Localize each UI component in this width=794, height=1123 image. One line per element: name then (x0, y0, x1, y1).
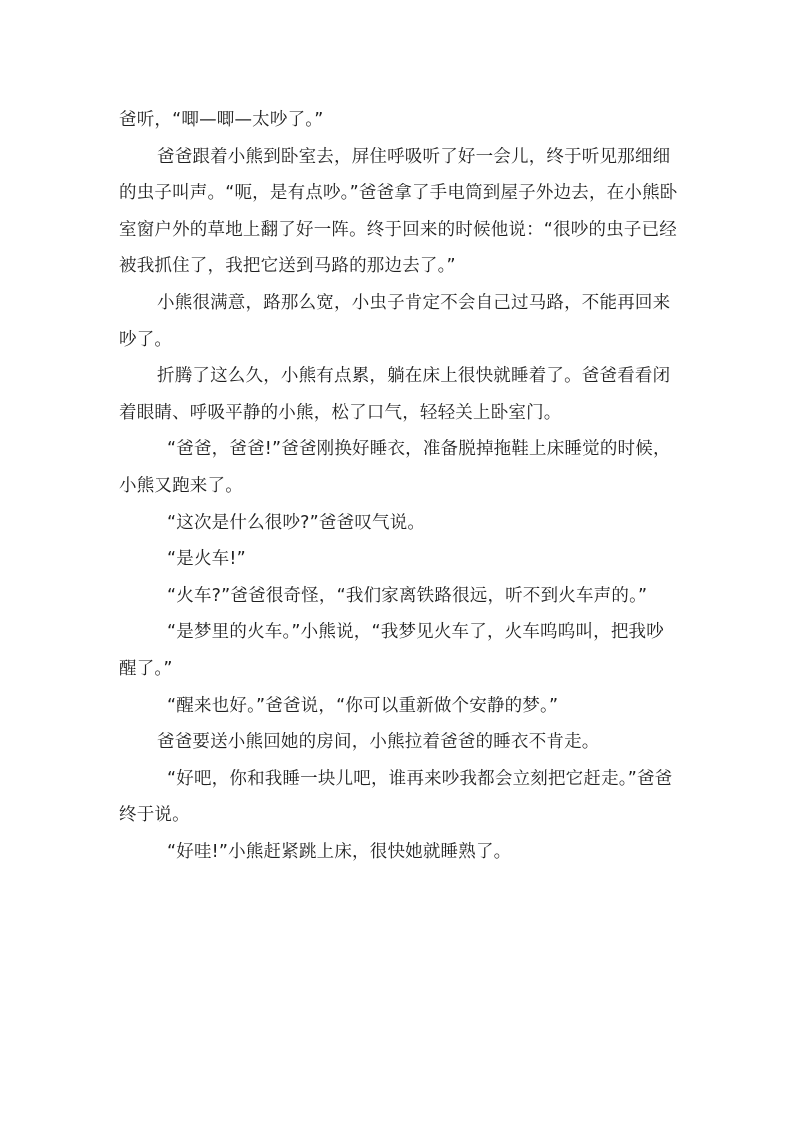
paragraph-13: “好哇!”小熊赶紧跳上床，很快她就睡熟了。 (167, 841, 512, 862)
paragraph-10: “醒来也好。”爸爸说，“你可以重新做个安静的梦。” (167, 695, 559, 716)
paragraph-1: 爸听，“唧—唧—太吵了。” (119, 110, 324, 130)
paragraph-8: “火车?”爸爸很奇怪，“我们家离铁路很远，听不到火车声的。” (167, 585, 648, 606)
paragraph-11: 爸爸要送小熊回她的房间，小熊拉着爸爸的睡衣不肯走。 (157, 732, 600, 753)
paragraph-5: “爸爸，爸爸!”爸爸刚换好睡衣，准备脱掉拖鞋上床睡觉的时候，小熊又跑来了。 (119, 439, 671, 496)
paragraph-7: “是火车!” (167, 549, 246, 570)
paragraph-12: “好吧，你和我睡一块儿吧，谁再来吵我都会立刻把它赶走。”爸爸终于说。 (119, 768, 673, 826)
paragraph-6: “这次是什么很吵?”爸爸叹气说。 (167, 512, 426, 533)
paragraph-4: 折腾了这么久，小熊有点累，躺在床上很快就睡着了。爸爸看看闭着眼睛、呼吸平静的小熊，松了口气，轻轻关上卧室门。 (119, 366, 671, 423)
story-text (119, 102, 681, 870)
paragraph-3: 小熊很满意，路那么宽，小虫子肯定不会自己过马路，不能再回来吵了。 (119, 292, 671, 350)
paragraph-2: 爸爸跟着小熊到卧室去，屏住呼吸听了好一会儿，终于听见那细细的虫子叫声。“呃，是有点吵。”爸爸拿了手电筒到屋子外边去，在小熊卧室窗户外的草地上翻了好一阵。终于回来的时候他说：“很吵的虫子已经被我抓住了，我把它送到马路的那边去了。” (119, 146, 678, 277)
paragraph-9: “是梦里的火车。”小熊说，“我梦见火车了，火车呜呜叫，把我吵醒了。” (119, 622, 664, 679)
